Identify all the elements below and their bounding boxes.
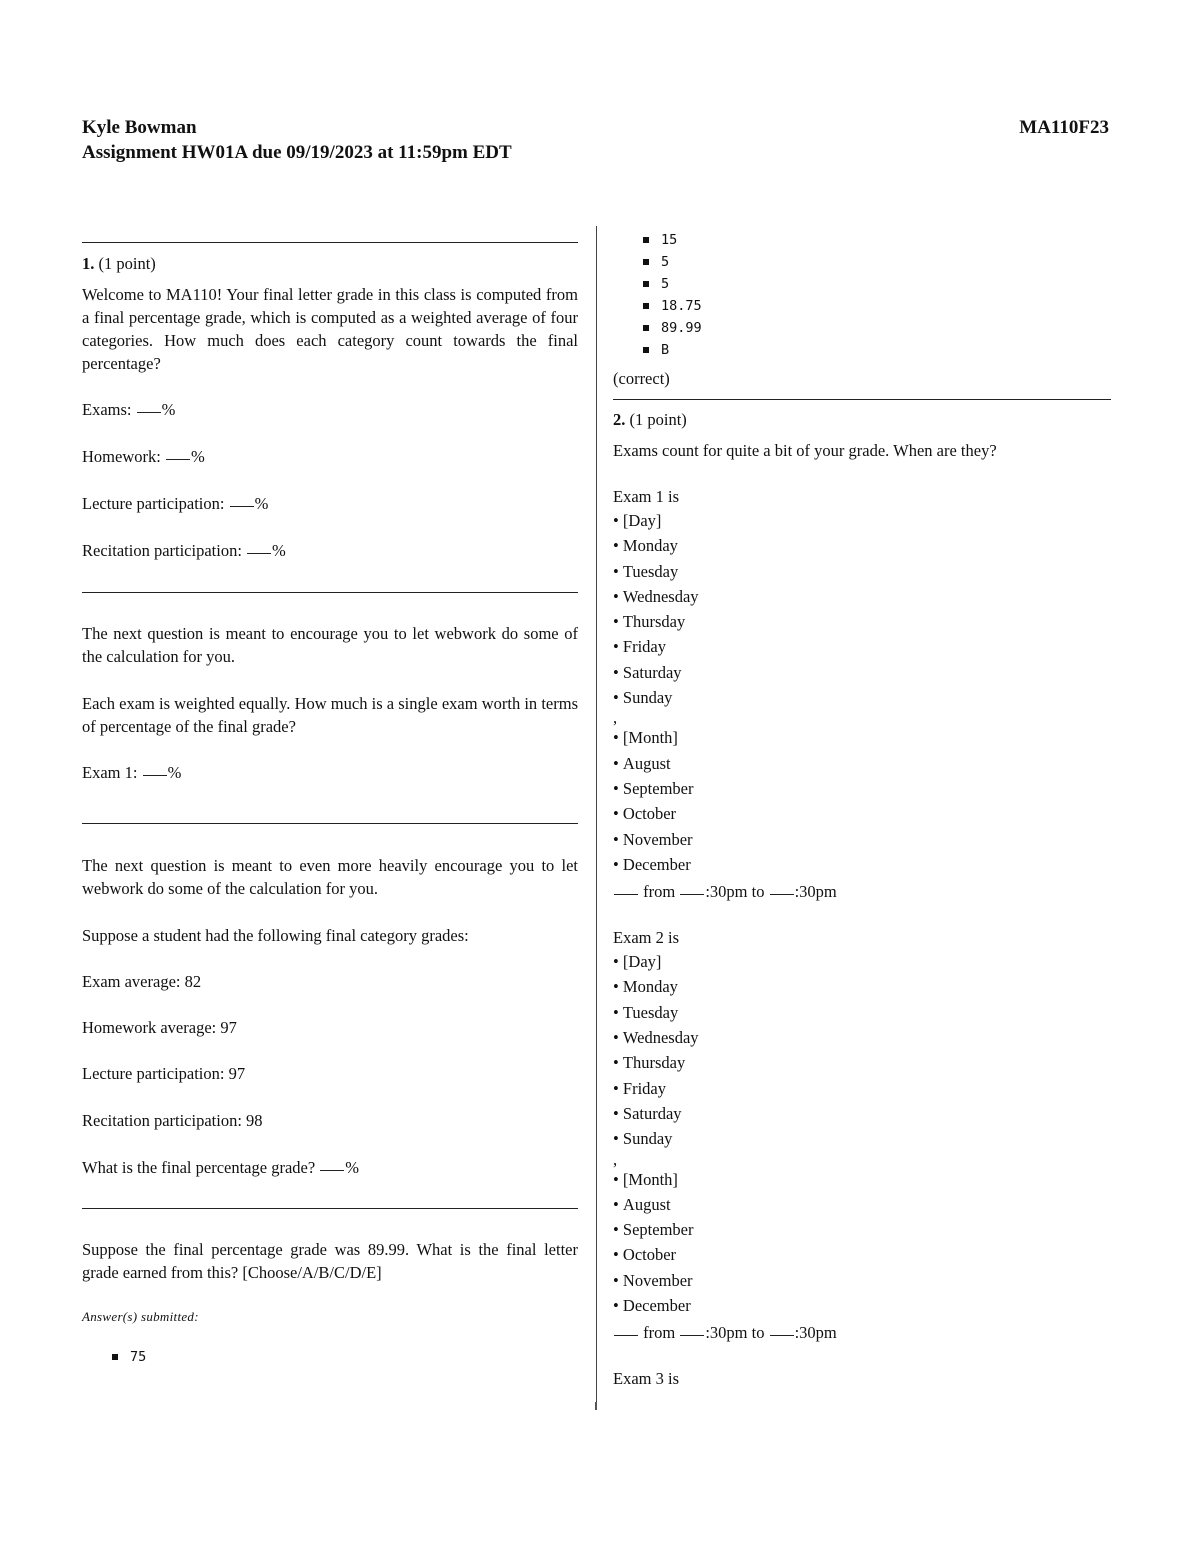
problem-1-heading xyxy=(82,252,578,275)
homework-answer-blank[interactable] xyxy=(166,458,190,460)
exam-2-start-blank[interactable] xyxy=(680,1334,704,1336)
right-column xyxy=(613,226,1111,1390)
month-option[interactable]: • November xyxy=(613,827,1111,852)
answer-item: 75 xyxy=(130,1346,578,1368)
grade-lecture-participation: Lecture participation: 97 xyxy=(82,1064,246,1083)
exam-1-day-select[interactable] xyxy=(613,508,1111,710)
section-separator xyxy=(82,823,578,824)
day-option[interactable]: • Thursday xyxy=(613,1050,1111,1075)
month-option[interactable]: • [Month] xyxy=(613,1167,1111,1192)
lecture-participation-answer-blank[interactable] xyxy=(230,505,254,507)
answers-list-left xyxy=(82,1346,578,1368)
section-separator xyxy=(82,1208,578,1209)
answers-submitted-label: Answer(s) submitted: xyxy=(82,1309,199,1324)
exam-1-end-blank[interactable] xyxy=(770,893,794,895)
grade-exam-average: Exam average: 82 xyxy=(82,972,202,991)
lecture-participation-field: Lecture participation: % xyxy=(82,494,269,513)
course-code: MA110F23 xyxy=(1019,117,1109,138)
day-option[interactable]: • [Day] xyxy=(613,949,1111,974)
day-option[interactable]: • Wednesday xyxy=(613,584,1111,609)
exam-2-month-select[interactable] xyxy=(613,1167,1111,1319)
day-option[interactable]: • Thursday xyxy=(613,609,1111,634)
day-option[interactable]: • Sunday xyxy=(613,1126,1111,1151)
part-4-question: Suppose the final percentage grade was 89.99. What is the final letter grade earned from this? [Choose/A/B/C/D/E] xyxy=(82,1240,578,1282)
problem-1-points: (1 point) xyxy=(98,254,156,273)
month-option[interactable]: • October xyxy=(613,801,1111,826)
answer-item: 5 xyxy=(661,273,1111,295)
day-option[interactable]: • Saturday xyxy=(613,660,1111,685)
page-number-mark xyxy=(595,1402,597,1410)
exam-2-time-field: from :30pm to :30pm xyxy=(613,1321,1111,1344)
left-column xyxy=(82,226,578,1368)
part-2-question: Each exam is weighted equally. How much is a single exam worth in terms of percentage of the final grade? xyxy=(82,694,578,736)
comma-separator: , xyxy=(613,708,618,728)
problem-2-points: (1 point) xyxy=(629,410,687,429)
exam1-weight-answer-blank[interactable] xyxy=(143,774,167,776)
month-option[interactable]: • November xyxy=(613,1268,1111,1293)
answer-status: (correct) xyxy=(613,369,670,388)
day-option[interactable]: • Saturday xyxy=(613,1101,1111,1126)
month-option[interactable]: • [Month] xyxy=(613,725,1111,750)
recitation-participation-field: Recitation participation: % xyxy=(82,541,286,560)
exam-1-date-blank[interactable] xyxy=(614,893,638,895)
comma-separator: , xyxy=(613,1149,618,1169)
problem-separator xyxy=(613,399,1111,400)
month-option[interactable]: • September xyxy=(613,1217,1111,1242)
exam-2-date-blank[interactable] xyxy=(614,1334,638,1336)
problem-1-intro: Welcome to MA110! Your final letter grade in this class is computed from a final percentage grade, which is computed as a weighted average of four categories. How much does each category count towards the final percentage? xyxy=(82,285,578,373)
day-option[interactable]: • Wednesday xyxy=(613,1025,1111,1050)
problem-2-number: 2. xyxy=(613,410,626,429)
answer-item: 18.75 xyxy=(661,295,1111,317)
exam-1-label: Exam 1 is xyxy=(613,487,679,506)
recitation-participation-answer-blank[interactable] xyxy=(247,552,271,554)
final-percentage-answer-blank[interactable] xyxy=(320,1169,344,1171)
exam-2-end-blank[interactable] xyxy=(770,1334,794,1336)
problem-2-intro: Exams count for quite a bit of your grade. When are they? xyxy=(613,441,997,460)
month-option[interactable]: • August xyxy=(613,1192,1111,1217)
answer-item: 5 xyxy=(661,251,1111,273)
exams-answer-blank[interactable] xyxy=(137,411,161,413)
answers-list-right xyxy=(613,229,1111,361)
exam-3-label: Exam 3 is xyxy=(613,1369,679,1389)
month-option[interactable]: • August xyxy=(613,751,1111,776)
exam-1-time-field: from :30pm to :30pm xyxy=(613,880,1111,903)
month-option[interactable]: • September xyxy=(613,776,1111,801)
homework-field: Homework: % xyxy=(82,447,205,466)
month-option[interactable]: • December xyxy=(613,852,1111,877)
day-option[interactable]: • Sunday xyxy=(613,685,1111,710)
exam-1-month-select[interactable] xyxy=(613,725,1111,877)
day-option[interactable]: • Friday xyxy=(613,1076,1111,1101)
grade-recitation-participation: Recitation participation: 98 xyxy=(82,1111,263,1130)
exam1-weight-field: Exam 1: % xyxy=(82,763,182,782)
problem-separator xyxy=(82,242,578,243)
problem-2-heading xyxy=(613,408,1111,431)
problem-1-number: 1. xyxy=(82,254,95,273)
exam-2-label: Exam 2 is xyxy=(613,928,679,948)
answer-item: B xyxy=(661,339,1111,361)
day-option[interactable]: • Tuesday xyxy=(613,559,1111,584)
final-percentage-field: What is the final percentage grade? % xyxy=(82,1158,360,1177)
assignment-title: Assignment HW01A due 09/19/2023 at 11:59pm EDT xyxy=(82,142,512,163)
day-option[interactable]: • Friday xyxy=(613,634,1111,659)
exam-2-day-select[interactable] xyxy=(613,949,1111,1151)
grade-homework-average: Homework average: 97 xyxy=(82,1018,237,1037)
column-divider xyxy=(596,226,597,1406)
page-header xyxy=(82,115,1109,165)
exams-field: Exams: % xyxy=(82,400,176,419)
part-3-intro: The next question is meant to even more heavily encourage you to let webwork do some of the calculation for you. xyxy=(82,856,578,898)
section-separator xyxy=(82,592,578,593)
student-name: Kyle Bowman xyxy=(82,117,197,138)
day-option[interactable]: • [Day] xyxy=(613,508,1111,533)
day-option[interactable]: • Monday xyxy=(613,533,1111,558)
day-option[interactable]: • Monday xyxy=(613,974,1111,999)
part-3-lead: Suppose a student had the following final category grades: xyxy=(82,926,469,945)
month-option[interactable]: • October xyxy=(613,1242,1111,1267)
part-2-intro: The next question is meant to encourage you to let webwork do some of the calculation for you. xyxy=(82,624,578,666)
day-option[interactable]: • Tuesday xyxy=(613,1000,1111,1025)
exam-1-start-blank[interactable] xyxy=(680,893,704,895)
month-option[interactable]: • December xyxy=(613,1293,1111,1318)
answer-item: 15 xyxy=(661,229,1111,251)
answer-item: 89.99 xyxy=(661,317,1111,339)
